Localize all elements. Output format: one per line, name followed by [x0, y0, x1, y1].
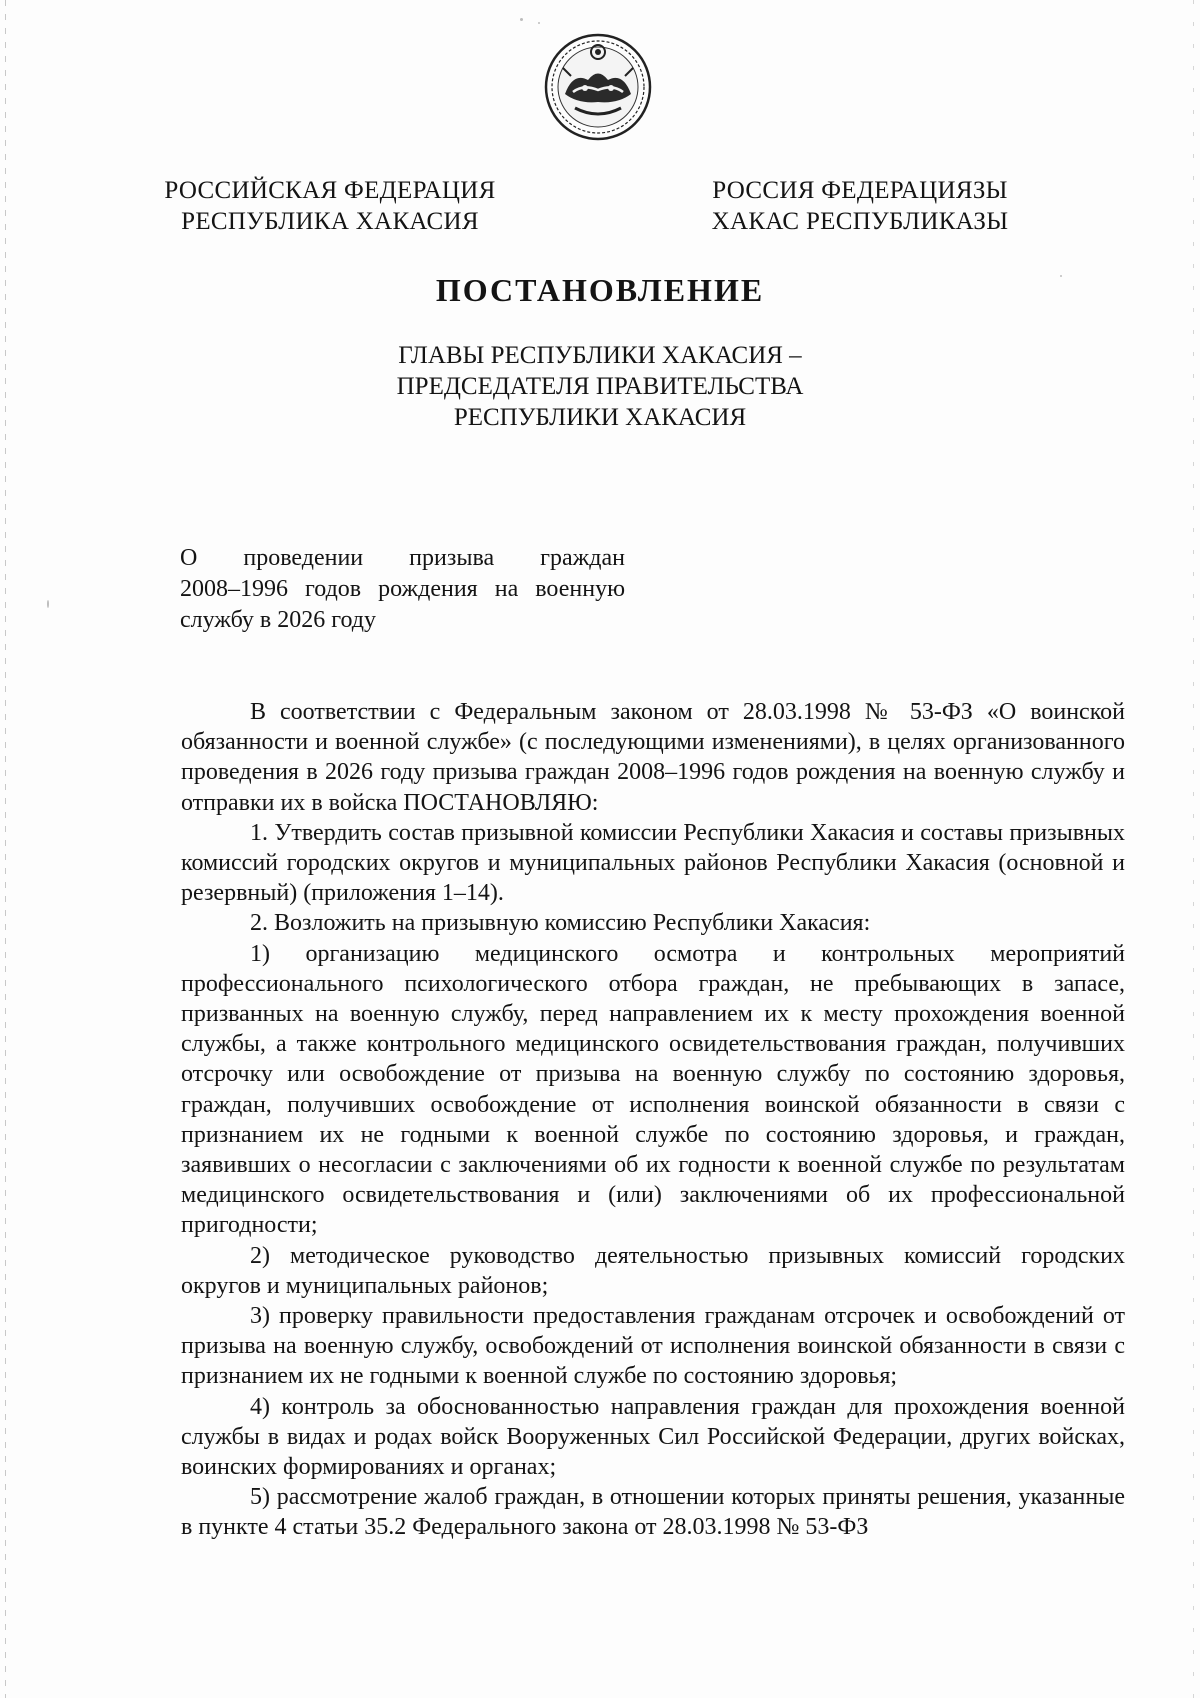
body-paragraph-item-1: 1. Утвердить состав призывной комиссии Республики Хакасия и составы призывных комиссий городских округов и муниципальных районов Республики Хакасия (основной и резервный) (приложения 1–14). [181, 819, 1125, 907]
subject-word: призыва [409, 545, 495, 571]
header-left-line-1: РОССИЙСКАЯ ФЕДЕРАЦИЯ [164, 177, 496, 204]
body-subitem-2: 2) методическое руководство деятельностью призывных комиссий городских округов и муниципальных районов; [181, 1242, 1125, 1299]
scan-speck [538, 22, 540, 24]
subject-word: проведении [243, 545, 364, 571]
scan-speck [47, 600, 49, 608]
issuer-line-3: РЕСПУБЛИКИ ХАКАСИЯ [453, 404, 747, 431]
body-subitem-1: 1) организацию медицинского осмотра и контрольных мероприятий профессионального психологического отбора граждан, не пребывающих в запасе, призванных на военную службу, перед направлением их к месту прохождения военной службы, а также контрольного медицинского освидетельствования граждан, получивших отсрочку или освобождение от призыва на военную службу по состоянию здоровья, граждан, получивших освобождение от исполнения воинской обязанности в связи с признанием их не годными к военной службе по состоянию здоровья, и граждан, заявивших о несогласии с заключениями об их годности к военной службе по результатам медицинского освидетельствования и (или) заключениями об их профессиональной пригодности; [181, 940, 1125, 1239]
scan-edge-right [1193, 0, 1194, 1698]
header-right-line-1: РОССИЯ ФЕДЕРАЦИЯЗЫ [712, 177, 1008, 204]
subject-rest: 2008–1996 годов рождения на военную службу в 2026 году [180, 576, 625, 633]
subject-word: граждан [540, 545, 625, 571]
header-left-line-2: РЕСПУБЛИКА ХАКАСИЯ [181, 208, 479, 235]
body-subitem-3: 3) проверку правильности предоставления гражданам отсрочек и освобождений от призыва на военную службу, освобождений от исполнения воинской обязанности в связи с признанием их не годными к военной службе по состоянию здоровья; [181, 1303, 1125, 1390]
scan-speck [520, 18, 523, 21]
header-left [150, 175, 510, 237]
issuer-line-1: ГЛАВЫ РЕСПУБЛИКИ ХАКАСИЯ – [398, 342, 802, 369]
issuer-block [0, 340, 1200, 433]
body-paragraph-item-2: 2. Возложить на призывную комиссию Республики Хакасия: [250, 910, 871, 937]
document-type-title: ПОСТАНОВЛЕНИЕ [435, 272, 765, 308]
document-body [181, 697, 1125, 1543]
scan-edge-left [5, 0, 6, 1698]
subject-word: О [180, 545, 198, 571]
subject-first-line [180, 543, 625, 574]
body-subitem-5: 5) рассмотрение жалоб граждан, в отношении которых приняты решения, указанные в пункте 4 статьи 35.2 Федерального закона от 28.03.1998 № 53-ФЗ [181, 1484, 1125, 1541]
issuer-line-2: ПРЕДСЕДАТЕЛЯ ПРАВИТЕЛЬСТВА [396, 373, 804, 400]
body-paragraph-preamble: В соответствии с Федеральным законом от 28.03.1998 № 53-ФЗ «О воинской обязанности и военной службе» (с последующими изменениями), в целях организованного проведения в 2026 году призыва граждан 2008–1996 годов рождения на военную службу и отправки их в войска ПОСТАНОВЛЯЮ: [181, 699, 1125, 816]
scan-speck [1060, 275, 1062, 277]
document-subject [180, 543, 625, 636]
body-subitem-4: 4) контроль за обоснованностью направления граждан для прохождения военной службы в видах и родах войск Вооруженных Сил Российской Федерации, других войсках, воинских формированиях и органах; [181, 1393, 1125, 1481]
coat-of-arms-icon [543, 32, 653, 142]
header-right-line-2: ХАКАС РЕСПУБЛИКАЗЫ [711, 208, 1009, 235]
header-right [690, 175, 1030, 237]
